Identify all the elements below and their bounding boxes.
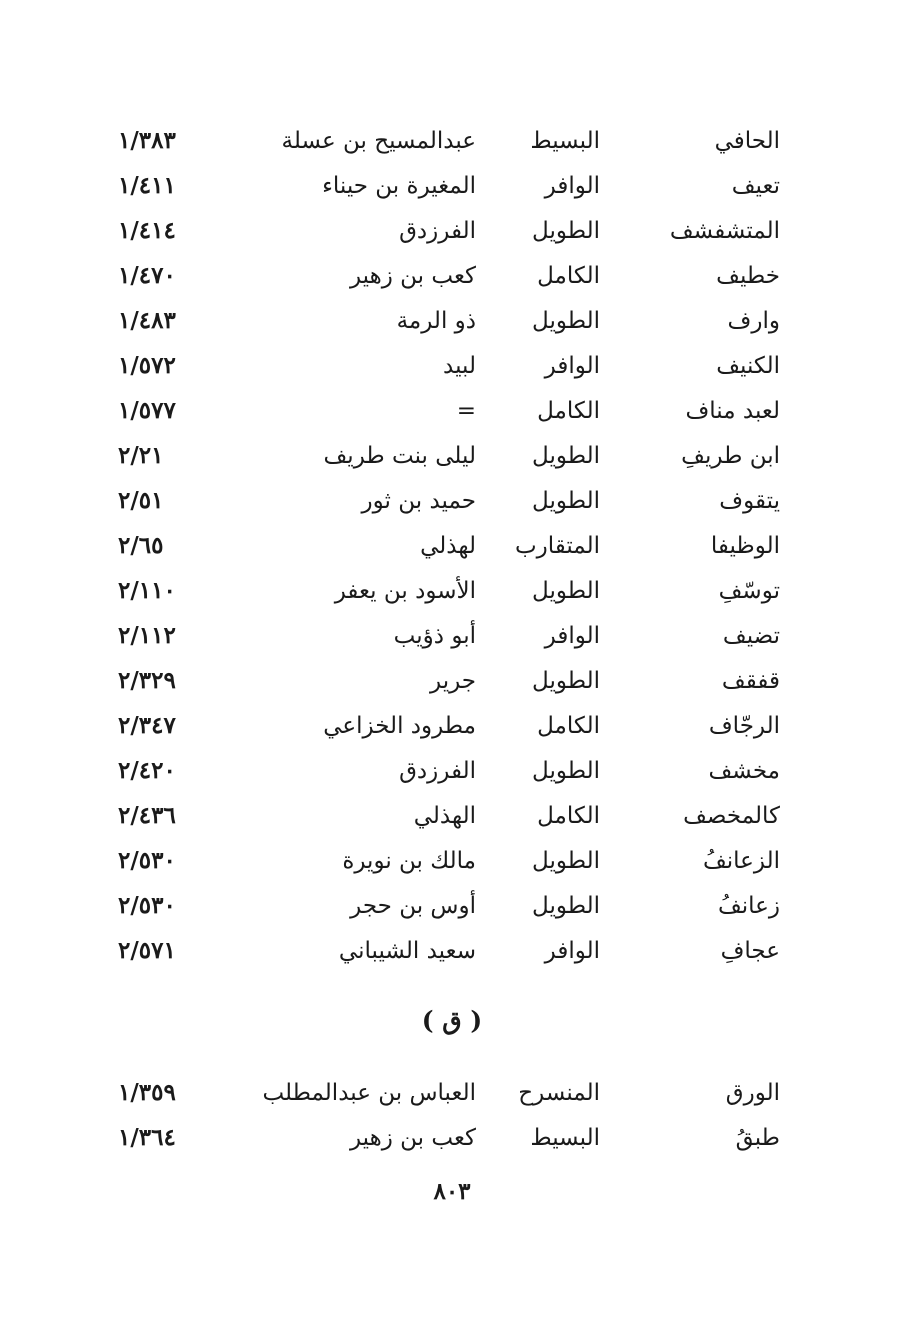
poetic-meter: الطويل	[532, 758, 600, 784]
rhyme-word: الكنيف	[716, 353, 780, 379]
poetic-meter: الطويل	[532, 488, 600, 514]
volume-page-reference: ١/٣٦٤	[118, 1124, 176, 1151]
poetic-meter: الوافر	[544, 353, 600, 379]
rhyme-index-table-qaf	[0, 1070, 904, 1160]
rhyme-word: طبقُ	[735, 1125, 780, 1151]
volume-page-reference: ٢/٥٣٠	[118, 847, 176, 874]
rhyme-word: لعبد مناف	[685, 398, 780, 424]
index-row	[0, 388, 904, 433]
rhyme-index-table-fa	[0, 118, 904, 973]
rhyme-word: كالمخصف	[683, 803, 780, 829]
poetic-meter: الطويل	[532, 443, 600, 469]
poetic-meter: الوافر	[544, 623, 600, 649]
poetic-meter: المتقارب	[514, 533, 600, 559]
poet-name: مطرود الخزاعي	[323, 713, 476, 739]
page-number: ٨٠٣	[433, 1178, 471, 1205]
index-row	[0, 883, 904, 928]
poetic-meter: الطويل	[532, 893, 600, 919]
rhyme-word: وارف	[727, 308, 780, 334]
poet-name: أبو ذؤيب	[393, 623, 476, 649]
poet-name: المغيرة بن حيناء	[322, 173, 476, 199]
poet-name: لبيد	[443, 353, 476, 379]
poet-name: سعيد الشيباني	[338, 938, 476, 964]
rhyme-word: زعانفُ	[717, 893, 780, 919]
index-row	[0, 703, 904, 748]
index-row	[0, 163, 904, 208]
poet-name: الهذلي	[413, 803, 476, 829]
poetic-meter: الكامل	[537, 398, 600, 424]
volume-page-reference: ١/٤٨٣	[118, 307, 176, 334]
rhyme-word: الورق	[725, 1080, 780, 1106]
volume-page-reference: ١/٤١١	[118, 172, 176, 199]
index-row	[0, 1070, 904, 1115]
index-row	[0, 838, 904, 883]
poetic-meter: الكامل	[537, 713, 600, 739]
index-row	[0, 1115, 904, 1160]
poet-name: لهذلي	[420, 533, 476, 559]
poet-name: الأسود بن يعفر	[334, 578, 476, 604]
poet-name: كعب بن زهير	[349, 263, 476, 289]
rhyme-word: تعيف	[731, 173, 780, 199]
poetic-meter: البسيط	[530, 1125, 600, 1151]
rhyme-word: الرجّاف	[708, 713, 780, 739]
volume-page-reference: ٢/٣٢٩	[118, 667, 176, 694]
rhyme-word: قفقف	[721, 668, 780, 694]
index-row	[0, 433, 904, 478]
poet-name: الفرزدق	[399, 758, 476, 784]
index-row	[0, 523, 904, 568]
index-row	[0, 613, 904, 658]
poetic-meter: الطويل	[532, 308, 600, 334]
poetic-meter: البسيط	[530, 128, 600, 154]
poet-name: أوس بن حجر	[350, 893, 476, 919]
volume-page-reference: ٢/٦٥	[118, 532, 164, 559]
poet-name: جرير	[430, 668, 476, 694]
poet-name: عبدالمسيح بن عسلة	[281, 128, 476, 154]
volume-page-reference: ٢/٥١	[118, 487, 164, 514]
volume-page-reference: ١/٤٧٠	[118, 262, 176, 289]
volume-page-reference: ١/٣٥٩	[118, 1079, 176, 1106]
rhyme-word: الوظيفا	[710, 533, 780, 559]
index-row	[0, 118, 904, 163]
rhyme-word: الحافي	[714, 128, 780, 154]
rhyme-word: توسّفِ	[718, 578, 780, 604]
index-row	[0, 208, 904, 253]
index-row	[0, 568, 904, 613]
volume-page-reference: ١/٤١٤	[118, 217, 176, 244]
poetic-meter: الطويل	[532, 668, 600, 694]
index-row	[0, 478, 904, 523]
volume-page-reference: ٢/٥٧١	[118, 937, 176, 964]
poetic-meter: الطويل	[532, 848, 600, 874]
rhyme-word: ابن طريفِ	[681, 443, 780, 469]
index-row	[0, 658, 904, 703]
poetic-meter: الكامل	[537, 803, 600, 829]
poet-name: كعب بن زهير	[349, 1125, 476, 1151]
poet-name: ذو الرمة	[396, 308, 476, 334]
poetic-meter: الكامل	[537, 263, 600, 289]
volume-page-reference: ٢/١١٢	[118, 622, 176, 649]
volume-page-reference: ١/٣٨٣	[118, 127, 176, 154]
volume-page-reference: ٢/٥٣٠	[118, 892, 176, 919]
rhyme-word: خطيف	[716, 263, 780, 289]
rhyme-word: عجافِ	[720, 938, 780, 964]
poetic-meter: الوافر	[544, 173, 600, 199]
volume-page-reference: ٢/١١٠	[118, 577, 176, 604]
index-row	[0, 748, 904, 793]
rhyme-word: يتقوف	[719, 488, 780, 514]
poet-name: ليلى بنت طريف	[323, 443, 476, 469]
volume-page-reference: ٢/٤٣٦	[118, 802, 176, 829]
volume-page-reference: ١/٥٧٧	[118, 397, 176, 424]
index-row	[0, 928, 904, 973]
volume-page-reference: ٢/٣٤٧	[118, 712, 176, 739]
volume-page-reference: ٢/٤٢٠	[118, 757, 176, 784]
poet-name: =	[456, 398, 476, 424]
poetic-meter: الوافر	[544, 938, 600, 964]
poet-name: مالك بن نويرة	[342, 848, 476, 874]
volume-page-reference: ١/٥٧٢	[118, 352, 176, 379]
poet-name: حميد بن ثور	[361, 488, 476, 514]
poetic-meter: الطويل	[532, 578, 600, 604]
section-heading-qaf: ( ق )	[421, 1006, 483, 1035]
rhyme-word: المتشفشف	[669, 218, 780, 244]
rhyme-word: تضيف	[722, 623, 780, 649]
volume-page-reference: ٢/٢١	[118, 442, 164, 469]
poet-name: العباس بن عبدالمطلب	[262, 1080, 476, 1106]
poet-name: الفرزدق	[399, 218, 476, 244]
index-row	[0, 298, 904, 343]
rhyme-word: مخشف	[708, 758, 780, 784]
index-row	[0, 253, 904, 298]
poetic-meter: المنسرح	[518, 1080, 600, 1106]
poetic-meter: الطويل	[532, 218, 600, 244]
index-row	[0, 343, 904, 388]
rhyme-word: الزعانفُ	[702, 848, 780, 874]
index-row	[0, 793, 904, 838]
